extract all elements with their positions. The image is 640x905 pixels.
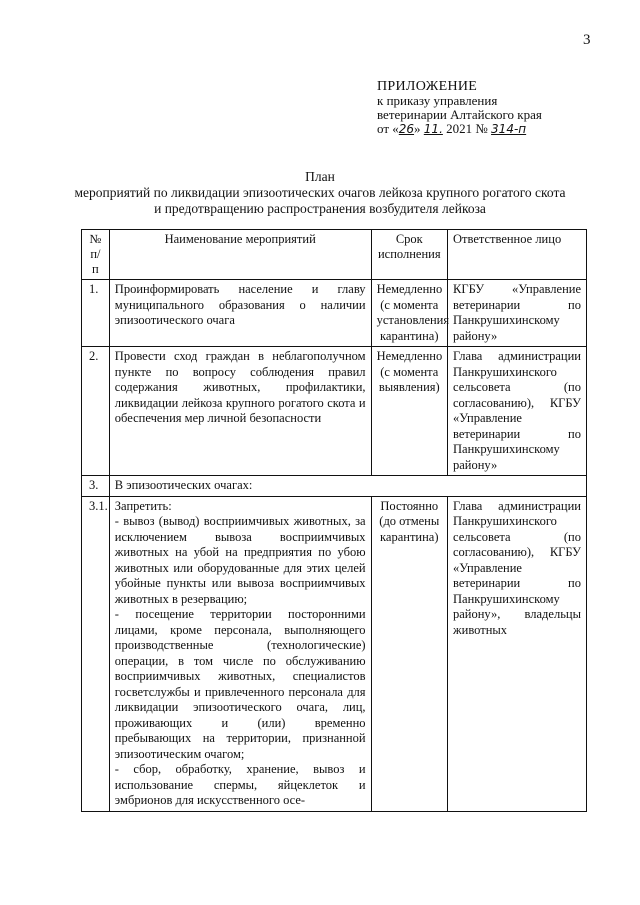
row-action xyxy=(109,496,371,811)
date-mid: » xyxy=(414,121,421,136)
order-number: 314-п xyxy=(491,122,527,136)
appendix-block xyxy=(377,80,542,136)
action-line: Запретить: xyxy=(114,498,172,513)
title-line-3: и предотвращению распространения возбудителя лейкоза xyxy=(154,201,486,216)
row-action: Провести сход граждан в неблагополучном пункте по вопросу соблюдения правил содержания животных, профилактики, ликвидации лейкоза крупного рогатого скота и обеспечения мер личной безопасности xyxy=(109,347,371,476)
header-responsible: Ответственное лицо xyxy=(448,230,587,280)
row-number: 3.1. xyxy=(82,496,110,811)
appendix-title: ПРИЛОЖЕНИЕ xyxy=(377,79,478,94)
measures-table xyxy=(81,229,587,812)
date-day: 26 xyxy=(398,122,415,136)
page-number: 3 xyxy=(583,32,591,48)
row-action: В эпизоотических очагах: xyxy=(109,476,586,497)
row-action: Проинформировать население и главу муниципального образования о наличии эпизоотического очага xyxy=(109,280,371,347)
header-action: Наименование мероприятий xyxy=(109,230,371,280)
table-row xyxy=(82,347,587,476)
header-number: № п/п xyxy=(82,230,110,280)
row-responsible: КГБУ «Управление ветеринарии по Панкрушихинскому району» xyxy=(448,280,587,347)
table-row xyxy=(82,476,587,497)
date-month: 11. xyxy=(423,122,443,136)
header-term: Срок исполнения xyxy=(371,230,447,280)
appendix-date-line xyxy=(377,122,542,136)
row-number: 1. xyxy=(82,280,110,347)
appendix-line-1: к приказу управления xyxy=(377,93,498,108)
row-number: 3. xyxy=(82,476,110,497)
appendix-line-2: ветеринарии Алтайского края xyxy=(377,107,542,122)
row-term: Немедленно (с момента выявления) xyxy=(371,347,447,476)
row-responsible: Глава администрации Панкрушихинского сельсовета (по согласованию), КГБУ «Управление ветеринарии по Панкрушихинскому району», владельцы животных xyxy=(448,496,587,811)
table-row xyxy=(82,496,587,811)
row-number: 2. xyxy=(82,347,110,476)
date-prefix: от « xyxy=(377,121,399,136)
document-title xyxy=(40,169,600,217)
row-responsible: Глава администрации Панкрушихинского сельсовета (по согласованию), КГБУ «Управление ветеринарии по Панкрушихинскому району» xyxy=(448,347,587,476)
table-row xyxy=(82,280,587,347)
action-line: - посещение территории посторонними лицами, кроме персонала, выполняющего производственные (технологические) операции, в том числе по обслуживанию восприимчивых животных, специалистов госветслужбы и привлеченного персонала для ликвидации эпизоотического очага, лиц, проживающих и (или) временно пребывающих на территории, признанной эпизоотическим очагом; xyxy=(114,607,366,761)
title-line-2: мероприятий по ликвидации эпизоотических очагов лейкоза крупного рогатого скота xyxy=(74,185,566,200)
action-line: - вывоз (вывод) восприимчивых животных, за исключением вывоза восприимчивых животных на убой на предприятия по убою животных или оборудованные для этих целей убойные пункты или вывоза восприимчивых животных в резервацию; xyxy=(114,514,366,606)
action-line: - сбор, обработку, хранение, вывоз и использование спермы, яйцеклеток и эмбрионов для искусственного осе- xyxy=(114,762,366,807)
date-year: 2021 № xyxy=(446,121,488,136)
row-term: Постоянно (до отмены карантина) xyxy=(371,496,447,811)
row-term: Немедленно (с момента установления карантина) xyxy=(371,280,447,347)
table-header-row xyxy=(82,230,587,280)
title-line-1: План xyxy=(305,169,335,184)
